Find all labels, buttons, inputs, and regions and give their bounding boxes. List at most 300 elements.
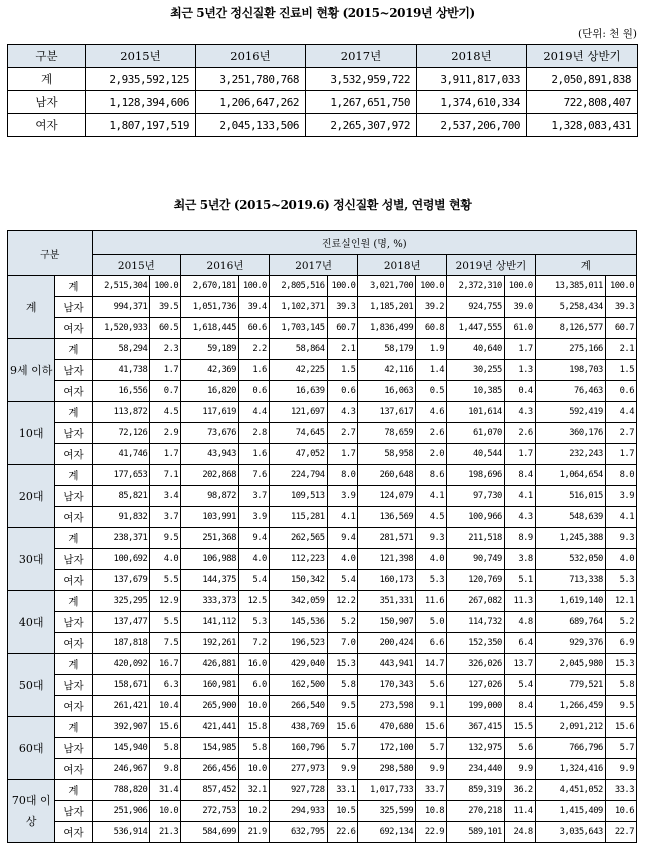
percent-cell: 15.6 <box>327 717 358 738</box>
count-cell: 144,375 <box>181 570 239 591</box>
table2-title: 최근 5년간 (2015~2019.6) 정신질환 성별, 연령별 현황 <box>173 198 472 212</box>
percent-cell: 36.2 <box>504 780 535 801</box>
percent-cell: 100.0 <box>150 276 181 297</box>
percent-cell: 1.7 <box>605 444 636 465</box>
percent-cell: 9.9 <box>605 759 636 780</box>
count-cell: 325,295 <box>92 591 150 612</box>
percent-cell: 5.1 <box>504 570 535 591</box>
count-cell: 16,063 <box>358 381 416 402</box>
percent-cell: 0.6 <box>238 381 269 402</box>
count-cell: 42,369 <box>181 360 239 381</box>
count-cell: 367,415 <box>447 717 505 738</box>
count-cell: 172,100 <box>358 738 416 759</box>
table-cell: 2,050,891,838 <box>527 68 638 91</box>
count-cell: 262,565 <box>269 528 327 549</box>
age-group-label: 10대 <box>8 402 55 465</box>
table-header-row <box>8 231 637 255</box>
count-cell: 927,728 <box>269 780 327 801</box>
percent-cell: 100.0 <box>327 276 358 297</box>
percent-cell: 15.6 <box>150 717 181 738</box>
count-cell: 145,940 <box>92 738 150 759</box>
percent-cell: 12.5 <box>238 591 269 612</box>
count-cell: 632,795 <box>269 822 327 843</box>
percent-cell: 8.4 <box>504 696 535 717</box>
table-row <box>8 570 637 591</box>
percent-cell: 4.0 <box>238 549 269 570</box>
count-cell: 1,836,499 <box>358 318 416 339</box>
count-cell: 78,659 <box>358 423 416 444</box>
table-cell: 1,328,083,431 <box>527 114 638 137</box>
percent-cell: 9.3 <box>605 528 636 549</box>
count-cell: 177,653 <box>92 465 150 486</box>
count-cell: 59,189 <box>181 339 239 360</box>
table-row <box>8 780 637 801</box>
sex-label: 계 <box>55 591 92 612</box>
count-cell: 251,368 <box>181 528 239 549</box>
count-cell: 115,281 <box>269 507 327 528</box>
percent-cell: 8.0 <box>327 465 358 486</box>
count-cell: 2,515,304 <box>92 276 150 297</box>
count-cell: 589,101 <box>447 822 505 843</box>
count-cell: 1,064,654 <box>535 465 605 486</box>
percent-cell: 21.9 <box>238 822 269 843</box>
count-cell: 548,639 <box>535 507 605 528</box>
percent-cell: 8.6 <box>416 465 447 486</box>
percent-cell: 15.3 <box>327 654 358 675</box>
header-cell: 2015년 <box>86 45 196 68</box>
percent-cell: 21.3 <box>150 822 181 843</box>
percent-cell: 1.9 <box>416 339 447 360</box>
count-cell: 272,753 <box>181 801 239 822</box>
count-cell: 333,373 <box>181 591 239 612</box>
percent-cell: 9.1 <box>416 696 447 717</box>
count-cell: 592,419 <box>535 402 605 423</box>
count-cell: 1,619,140 <box>535 591 605 612</box>
count-cell: 150,342 <box>269 570 327 591</box>
percent-cell: 5.4 <box>238 570 269 591</box>
count-cell: 192,261 <box>181 633 239 654</box>
percent-cell: 15.6 <box>605 717 636 738</box>
count-cell: 4,451,052 <box>535 780 605 801</box>
count-cell: 43,943 <box>181 444 239 465</box>
sex-label: 여자 <box>55 318 92 339</box>
count-cell: 114,732 <box>447 612 505 633</box>
table-row <box>8 759 637 780</box>
count-cell: 58,864 <box>269 339 327 360</box>
count-cell: 224,794 <box>269 465 327 486</box>
count-cell: 234,440 <box>447 759 505 780</box>
percent-cell: 5.8 <box>605 675 636 696</box>
count-cell: 443,941 <box>358 654 416 675</box>
sex-label: 계 <box>55 654 92 675</box>
sex-label: 계 <box>55 528 92 549</box>
count-cell: 58,179 <box>358 339 416 360</box>
count-cell: 294,933 <box>269 801 327 822</box>
count-cell: 90,749 <box>447 549 505 570</box>
percent-cell: 39.3 <box>605 297 636 318</box>
percent-cell: 2.3 <box>150 339 181 360</box>
percent-cell: 4.6 <box>416 402 447 423</box>
percent-cell: 5.3 <box>605 570 636 591</box>
count-cell: 106,988 <box>181 549 239 570</box>
percent-cell: 2.7 <box>605 423 636 444</box>
count-cell: 1,447,555 <box>447 318 505 339</box>
percent-cell: 1.5 <box>327 360 358 381</box>
count-cell: 198,696 <box>447 465 505 486</box>
percent-cell: 3.4 <box>150 486 181 507</box>
count-cell: 145,536 <box>269 612 327 633</box>
count-cell: 202,868 <box>181 465 239 486</box>
sex-label: 계 <box>55 465 92 486</box>
count-cell: 97,730 <box>447 486 505 507</box>
count-cell: 16,556 <box>92 381 150 402</box>
table-cell: 1,128,394,606 <box>86 91 196 114</box>
count-cell: 1,618,445 <box>181 318 239 339</box>
count-cell: 470,680 <box>358 717 416 738</box>
header-cell: 2016년 <box>196 45 306 68</box>
percent-cell: 5.5 <box>150 612 181 633</box>
percent-cell: 31.4 <box>150 780 181 801</box>
count-cell: 141,112 <box>181 612 239 633</box>
percent-cell: 12.2 <box>327 591 358 612</box>
percent-cell: 60.8 <box>416 318 447 339</box>
table-cell: 3,911,817,033 <box>417 68 527 91</box>
count-cell: 40,640 <box>447 339 505 360</box>
percent-cell: 6.4 <box>504 633 535 654</box>
count-cell: 113,872 <box>92 402 150 423</box>
count-cell: 1,324,416 <box>535 759 605 780</box>
percent-cell: 1.3 <box>504 360 535 381</box>
count-cell: 40,544 <box>447 444 505 465</box>
percent-cell: 4.3 <box>504 402 535 423</box>
percent-cell: 6.9 <box>605 633 636 654</box>
count-cell: 420,092 <box>92 654 150 675</box>
percent-cell: 60.5 <box>150 318 181 339</box>
percent-cell: 9.9 <box>327 759 358 780</box>
count-cell: 162,500 <box>269 675 327 696</box>
count-cell: 187,818 <box>92 633 150 654</box>
age-group-label: 60대 <box>8 717 55 780</box>
percent-cell: 13.7 <box>504 654 535 675</box>
count-cell: 74,645 <box>269 423 327 444</box>
table-header-row <box>8 45 638 68</box>
percent-cell: 2.1 <box>605 339 636 360</box>
table-row <box>8 318 637 339</box>
medical-cost-table <box>7 44 638 137</box>
sex-label: 남자 <box>55 675 92 696</box>
percent-cell: 9.5 <box>150 528 181 549</box>
percent-cell: 2.2 <box>238 339 269 360</box>
count-cell: 132,975 <box>447 738 505 759</box>
count-cell: 924,755 <box>447 297 505 318</box>
percent-cell: 39.3 <box>327 297 358 318</box>
percent-cell: 1.6 <box>238 444 269 465</box>
count-cell: 246,967 <box>92 759 150 780</box>
percent-cell: 33.3 <box>605 780 636 801</box>
table-row <box>8 507 637 528</box>
percent-cell: 5.8 <box>327 675 358 696</box>
percent-cell: 5.6 <box>504 738 535 759</box>
age-group-label: 9세 이하 <box>8 339 55 402</box>
count-cell: 857,452 <box>181 780 239 801</box>
count-cell: 8,126,577 <box>535 318 605 339</box>
count-cell: 994,371 <box>92 297 150 318</box>
count-cell: 112,223 <box>269 549 327 570</box>
percent-cell: 8.9 <box>504 528 535 549</box>
sex-label: 여자 <box>55 570 92 591</box>
table-row <box>8 654 637 675</box>
percent-cell: 5.3 <box>416 570 447 591</box>
count-cell: 121,697 <box>269 402 327 423</box>
percent-cell: 5.2 <box>327 612 358 633</box>
percent-cell: 5.7 <box>327 738 358 759</box>
count-cell: 170,343 <box>358 675 416 696</box>
count-cell: 1,520,933 <box>92 318 150 339</box>
percent-cell: 1.7 <box>504 339 535 360</box>
year-header-row <box>8 255 637 276</box>
percent-cell: 33.1 <box>327 780 358 801</box>
percent-cell: 11.6 <box>416 591 447 612</box>
sex-label: 남자 <box>55 486 92 507</box>
percent-cell: 9.9 <box>416 759 447 780</box>
sex-label: 남자 <box>55 360 92 381</box>
sex-label: 남자 <box>55 423 92 444</box>
count-cell: 124,079 <box>358 486 416 507</box>
percent-cell: 1.7 <box>150 360 181 381</box>
percent-cell: 100.0 <box>504 276 535 297</box>
sex-label: 여자 <box>55 507 92 528</box>
percent-cell: 5.4 <box>504 675 535 696</box>
percent-cell: 0.7 <box>150 381 181 402</box>
sex-label: 계 <box>55 339 92 360</box>
percent-cell: 10.2 <box>238 801 269 822</box>
table1-unit-label: (단위: 천 원) <box>578 28 637 40</box>
table-row <box>8 801 637 822</box>
percent-cell: 8.4 <box>504 465 535 486</box>
percent-cell: 10.8 <box>416 801 447 822</box>
percent-cell: 11.4 <box>504 801 535 822</box>
age-group-label: 20대 <box>8 465 55 528</box>
percent-cell: 22.9 <box>416 822 447 843</box>
table-row <box>8 465 637 486</box>
count-cell: 211,518 <box>447 528 505 549</box>
count-cell: 152,350 <box>447 633 505 654</box>
count-cell: 277,973 <box>269 759 327 780</box>
count-cell: 2,805,516 <box>269 276 327 297</box>
percent-cell: 1.6 <box>238 360 269 381</box>
percent-cell: 7.2 <box>238 633 269 654</box>
percent-cell: 7.0 <box>327 633 358 654</box>
count-cell: 5,258,434 <box>535 297 605 318</box>
count-cell: 58,958 <box>358 444 416 465</box>
percent-cell: 5.6 <box>416 675 447 696</box>
count-cell: 41,738 <box>92 360 150 381</box>
sex-label: 여자 <box>55 381 92 402</box>
count-cell: 3,035,643 <box>535 822 605 843</box>
count-cell: 251,906 <box>92 801 150 822</box>
table-row <box>8 528 637 549</box>
count-cell: 101,614 <box>447 402 505 423</box>
age-group-label: 40대 <box>8 591 55 654</box>
percent-cell: 4.8 <box>504 612 535 633</box>
year-header-cell: 계 <box>535 255 636 276</box>
count-cell: 73,676 <box>181 423 239 444</box>
sex-label: 남자 <box>55 801 92 822</box>
count-cell: 120,769 <box>447 570 505 591</box>
percent-cell: 12.1 <box>605 591 636 612</box>
count-cell: 137,477 <box>92 612 150 633</box>
percent-cell: 7.5 <box>150 633 181 654</box>
age-group-label: 30대 <box>8 528 55 591</box>
percent-cell: 4.0 <box>150 549 181 570</box>
count-cell: 2,091,212 <box>535 717 605 738</box>
table-row <box>8 339 637 360</box>
sex-label: 여자 <box>55 759 92 780</box>
count-cell: 16,820 <box>181 381 239 402</box>
count-cell: 16,639 <box>269 381 327 402</box>
count-cell: 267,082 <box>447 591 505 612</box>
percent-cell: 60.7 <box>327 318 358 339</box>
count-cell: 1,017,733 <box>358 780 416 801</box>
table-cell: 2,045,133,506 <box>196 114 306 137</box>
header-cell: 2018년 <box>417 45 527 68</box>
percent-cell: 10.5 <box>327 801 358 822</box>
percent-cell: 1.4 <box>416 360 447 381</box>
count-cell: 360,176 <box>535 423 605 444</box>
count-cell: 158,671 <box>92 675 150 696</box>
percent-cell: 5.5 <box>150 570 181 591</box>
percent-cell: 2.8 <box>238 423 269 444</box>
percent-cell: 2.1 <box>327 339 358 360</box>
count-cell: 266,456 <box>181 759 239 780</box>
count-cell: 121,398 <box>358 549 416 570</box>
count-cell: 198,703 <box>535 360 605 381</box>
percent-cell: 6.6 <box>416 633 447 654</box>
count-cell: 72,126 <box>92 423 150 444</box>
sex-label: 여자 <box>55 696 92 717</box>
count-cell: 238,371 <box>92 528 150 549</box>
percent-cell: 9.5 <box>605 696 636 717</box>
percent-cell: 15.8 <box>238 717 269 738</box>
count-cell: 265,900 <box>181 696 239 717</box>
count-cell: 76,463 <box>535 381 605 402</box>
percent-cell: 6.0 <box>238 675 269 696</box>
sex-label: 여자 <box>55 822 92 843</box>
year-header-cell: 2017년 <box>269 255 358 276</box>
table-row <box>8 114 638 137</box>
percent-cell: 15.5 <box>504 717 535 738</box>
sex-label: 여자 <box>55 444 92 465</box>
table-row <box>8 717 637 738</box>
count-cell: 58,294 <box>92 339 150 360</box>
count-cell: 200,424 <box>358 633 416 654</box>
count-cell: 392,907 <box>92 717 150 738</box>
percent-cell: 4.1 <box>327 507 358 528</box>
count-cell: 98,872 <box>181 486 239 507</box>
count-cell: 160,173 <box>358 570 416 591</box>
table-row <box>8 549 637 570</box>
table-row <box>8 381 637 402</box>
count-cell: 275,166 <box>535 339 605 360</box>
patient-count-table <box>7 230 637 843</box>
count-cell: 2,045,980 <box>535 654 605 675</box>
table-row <box>8 444 637 465</box>
count-cell: 281,571 <box>358 528 416 549</box>
percent-cell: 60.6 <box>238 318 269 339</box>
table-row <box>8 423 637 444</box>
percent-cell: 5.7 <box>416 738 447 759</box>
percent-cell: 14.7 <box>416 654 447 675</box>
percent-cell: 10.4 <box>150 696 181 717</box>
percent-cell: 4.3 <box>327 402 358 423</box>
count-cell: 85,821 <box>92 486 150 507</box>
count-cell: 325,599 <box>358 801 416 822</box>
percent-cell: 9.8 <box>150 759 181 780</box>
table1-title: 최근 5년간 정신질환 진료비 현황 (2015~2019년 상반기) <box>170 6 475 20</box>
percent-cell: 3.7 <box>238 486 269 507</box>
count-cell: 351,331 <box>358 591 416 612</box>
percent-cell: 4.0 <box>605 549 636 570</box>
year-header-cell: 2019년 상반기 <box>447 255 536 276</box>
count-cell: 929,376 <box>535 633 605 654</box>
count-cell: 273,598 <box>358 696 416 717</box>
table-row <box>8 675 637 696</box>
row-label: 여자 <box>8 114 86 137</box>
age-group-label: 70대 이상 <box>8 780 55 843</box>
percent-cell: 12.9 <box>150 591 181 612</box>
percent-cell: 9.4 <box>238 528 269 549</box>
percent-cell: 4.4 <box>238 402 269 423</box>
sex-label: 남자 <box>55 549 92 570</box>
table-cell: 3,251,780,768 <box>196 68 306 91</box>
count-cell: 2,670,181 <box>181 276 239 297</box>
percent-cell: 10.0 <box>238 696 269 717</box>
count-cell: 1,245,388 <box>535 528 605 549</box>
percent-cell: 5.8 <box>150 738 181 759</box>
table-cell: 1,206,647,262 <box>196 91 306 114</box>
count-cell: 260,648 <box>358 465 416 486</box>
table-row <box>8 633 637 654</box>
table-cell: 1,807,197,519 <box>86 114 196 137</box>
sex-label: 남자 <box>55 297 92 318</box>
percent-cell: 9.4 <box>327 528 358 549</box>
count-cell: 100,692 <box>92 549 150 570</box>
sex-label: 계 <box>55 402 92 423</box>
percent-cell: 3.9 <box>605 486 636 507</box>
percent-cell: 100.0 <box>605 276 636 297</box>
table-cell: 3,532,959,722 <box>306 68 417 91</box>
count-cell: 859,319 <box>447 780 505 801</box>
count-cell: 13,385,011 <box>535 276 605 297</box>
table-cell: 722,808,407 <box>527 91 638 114</box>
count-cell: 766,796 <box>535 738 605 759</box>
count-cell: 100,966 <box>447 507 505 528</box>
percent-cell: 1.5 <box>605 360 636 381</box>
percent-cell: 16.7 <box>150 654 181 675</box>
percent-cell: 6.3 <box>150 675 181 696</box>
table-row <box>8 91 638 114</box>
table-row <box>8 276 637 297</box>
count-cell: 199,000 <box>447 696 505 717</box>
sex-label: 계 <box>55 780 92 801</box>
count-cell: 1,102,371 <box>269 297 327 318</box>
count-cell: 788,820 <box>92 780 150 801</box>
table-row <box>8 297 637 318</box>
percent-cell: 4.1 <box>504 486 535 507</box>
percent-cell: 4.4 <box>605 402 636 423</box>
percent-cell: 3.9 <box>327 486 358 507</box>
percent-cell: 1.7 <box>504 444 535 465</box>
